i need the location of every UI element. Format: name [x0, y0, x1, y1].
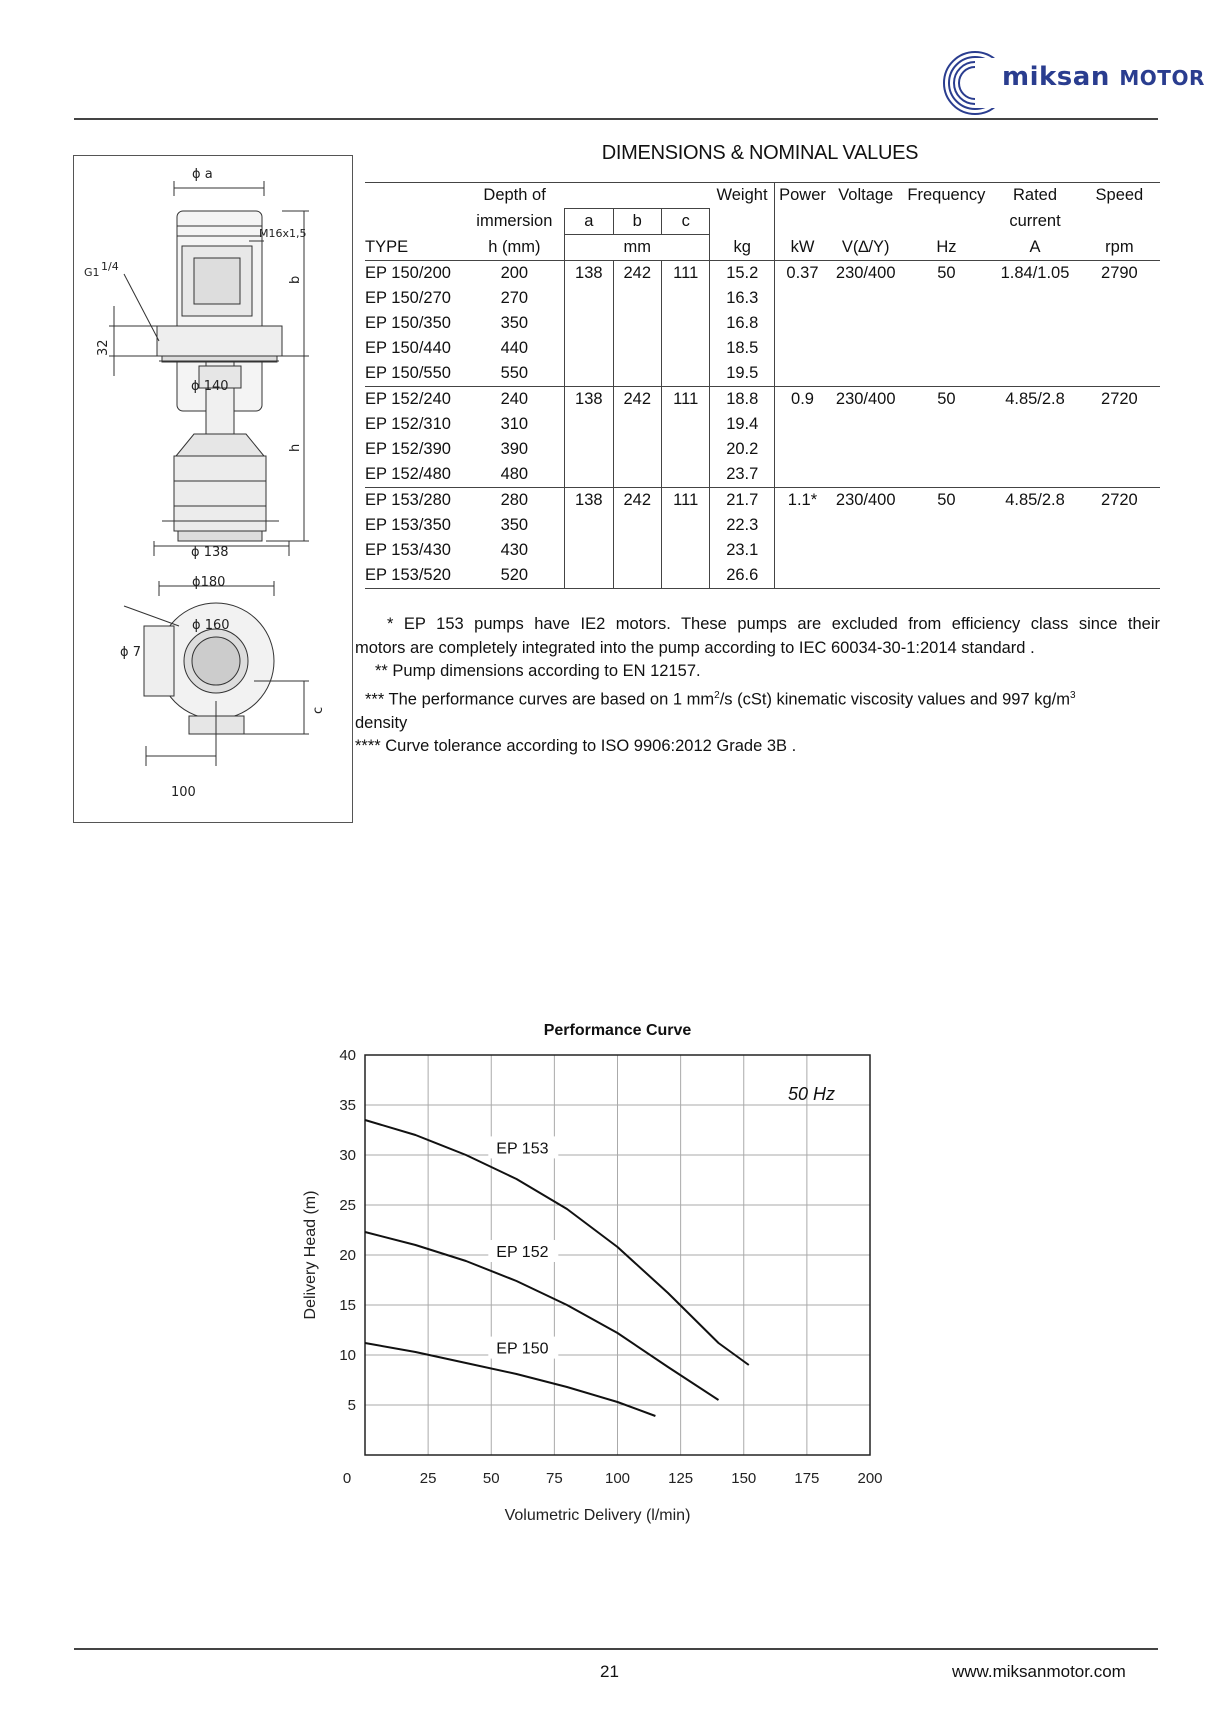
- dim-b: b: [288, 275, 303, 284]
- cell-h: 440: [500, 339, 529, 357]
- table-row: [365, 437, 1160, 462]
- cell-v: [830, 437, 902, 462]
- cell-v: 230/400: [830, 488, 902, 514]
- chart-title: Performance Curve: [543, 1022, 692, 1039]
- cell-p: 1.1*: [775, 488, 830, 514]
- cell-v: 230/400: [830, 387, 902, 413]
- dim-32: 32: [96, 339, 111, 356]
- cell-a: [565, 336, 613, 361]
- cell-b: [613, 361, 661, 387]
- cell-v: 230/400: [835, 264, 896, 282]
- cell-b: [613, 538, 661, 563]
- section-title: DIMENSIONS & NOMINAL VALUES: [601, 142, 919, 164]
- cell-b: 242: [613, 387, 661, 413]
- cell-h: 520: [465, 563, 565, 589]
- cell-s: 2720: [1079, 387, 1160, 413]
- note-3-b: /s (cSt) kinematic viscosity values and 997 kg/m: [719, 690, 1070, 708]
- header-v: V(∆/Y): [830, 235, 902, 261]
- cell-f: [902, 563, 992, 589]
- cell-type: EP 150/200: [365, 264, 451, 282]
- header-power: Power: [775, 183, 830, 209]
- cell-c: [662, 361, 710, 387]
- note-3: [355, 684, 1160, 712]
- y-axis-label: Delivery Head (m): [302, 1190, 319, 1320]
- cell-v: [830, 311, 902, 336]
- cell-h: 310: [500, 415, 529, 433]
- cell-a: [565, 311, 613, 336]
- brand-suffix: MOTOR: [1119, 66, 1205, 90]
- x-tick-label: 100: [604, 1470, 631, 1487]
- x-tick-label: 200: [857, 1470, 883, 1487]
- dim-phi7: ϕ 7: [120, 645, 141, 660]
- footnotes: [355, 613, 1160, 759]
- cell-r: [991, 311, 1079, 336]
- cell-a: [565, 437, 613, 462]
- cell-s: [1079, 286, 1160, 311]
- header-immersion: immersion: [476, 212, 553, 230]
- cell-f: [902, 336, 992, 361]
- cell-c: 111: [662, 488, 710, 514]
- cell-a: [565, 563, 613, 589]
- cell-p: 0.9: [775, 387, 830, 413]
- cell-w: 20.2: [726, 440, 759, 458]
- cell-f: 50: [902, 387, 992, 413]
- spec-table: [365, 182, 1160, 589]
- cell-a: 138: [565, 488, 613, 514]
- cell-w: 22.3: [726, 516, 759, 534]
- note-2: ** Pump dimensions according to EN 12157.: [375, 662, 701, 680]
- cell-type: EP 152/390: [365, 440, 451, 458]
- cell-f: [902, 538, 992, 563]
- cell-s: [1079, 336, 1160, 361]
- dim-c: c: [311, 706, 326, 714]
- cell-f: 50: [937, 264, 956, 282]
- dim-100: 100: [171, 785, 196, 800]
- cell-b: [613, 311, 661, 336]
- cell-w: 19.4: [726, 415, 759, 433]
- header-weight: Weight: [710, 183, 775, 209]
- cell-p: 0.37: [775, 261, 830, 287]
- cell-p: [775, 563, 830, 589]
- series-label: EP 153: [496, 1140, 549, 1158]
- x-tick-label: 50: [482, 1470, 500, 1487]
- cell-b: [613, 437, 661, 462]
- cell-s: [1079, 513, 1160, 538]
- series-label: EP 152: [496, 1244, 549, 1261]
- performance-chart-svg: [280, 1010, 900, 1630]
- y-tick-label: 40: [339, 1047, 356, 1064]
- cell-s: [1079, 311, 1160, 336]
- cell-r: [991, 412, 1079, 437]
- y-tick-label: 30: [339, 1147, 356, 1164]
- cell-w: 18.5: [726, 339, 759, 357]
- cell-c: [662, 437, 710, 462]
- cell-c: [662, 286, 710, 311]
- dim-phi160: ϕ 160: [192, 618, 230, 633]
- table-row: [365, 462, 1160, 488]
- cell-r: [991, 538, 1079, 563]
- cell-c: [662, 563, 710, 589]
- header-h-mm: h (mm): [465, 235, 565, 261]
- header-mm: mm: [613, 235, 661, 261]
- cell-s: [1079, 462, 1160, 488]
- cell-w: 23.1: [726, 541, 759, 559]
- cell-c: [662, 462, 710, 488]
- table-row: [365, 488, 1160, 514]
- header-voltage: Voltage: [830, 183, 902, 209]
- cell-s: [1079, 361, 1160, 387]
- cell-b: [613, 513, 661, 538]
- table-row: [365, 387, 1160, 413]
- table-row: [365, 563, 1160, 589]
- cell-v: [830, 538, 902, 563]
- cell-f: [902, 361, 992, 387]
- x-tick-label: 125: [668, 1470, 694, 1487]
- brand-name: miksan: [1002, 62, 1110, 92]
- table-header-row: [365, 209, 1160, 235]
- cell-h: 390: [500, 440, 529, 458]
- header-frequency: Frequency: [902, 183, 992, 209]
- cell-v: [830, 412, 902, 437]
- cell-w: 26.6: [710, 563, 775, 589]
- cell-w: 18.8: [710, 387, 775, 413]
- cell-a: [565, 286, 613, 311]
- dim-phi-a: ϕ a: [192, 167, 213, 182]
- cell-p: [775, 311, 830, 336]
- note-1-line-1: * EP 153 pumps have IE2 motors. These pumps are excluded from efficiency class since their: [387, 615, 1160, 633]
- y-tick-label: 10: [339, 1347, 356, 1364]
- header-current: current: [1009, 212, 1061, 230]
- dim-phi138: ϕ 138: [191, 545, 229, 560]
- cell-h: 200: [500, 264, 529, 282]
- technical-drawing: [73, 155, 353, 823]
- cell-h: 430: [500, 541, 529, 559]
- cell-r: [991, 336, 1079, 361]
- x-tick-label: 150: [731, 1470, 757, 1487]
- cell-h: 270: [500, 289, 529, 307]
- cell-p: [775, 412, 830, 437]
- cell-p: [775, 462, 830, 488]
- dim-h: h: [288, 443, 303, 452]
- cell-type: EP 152/310: [365, 415, 451, 433]
- cell-p: [775, 513, 830, 538]
- header-b: b: [613, 209, 661, 235]
- y-tick-label: 25: [339, 1197, 356, 1214]
- cell-type: EP 150/270: [365, 289, 451, 307]
- cell-r: 4.85/2.8: [991, 387, 1079, 413]
- header-c: c: [662, 209, 710, 235]
- cell-f: [902, 311, 992, 336]
- cell-p: [775, 437, 830, 462]
- cell-f: [902, 286, 992, 311]
- cell-s: [1079, 412, 1160, 437]
- header-speed: Speed: [1079, 183, 1160, 209]
- x-tick-label: 75: [546, 1470, 563, 1487]
- cell-type: EP 153/350: [365, 516, 451, 534]
- cell-f: 50: [902, 488, 992, 514]
- page-number: 21: [600, 1662, 619, 1681]
- cell-type: EP 153/520: [365, 563, 465, 589]
- header-hz: Hz: [902, 235, 992, 261]
- cell-r: [991, 563, 1079, 589]
- cell-f: [902, 513, 992, 538]
- table-row: [365, 261, 1160, 287]
- dim-g1: G1: [84, 266, 100, 279]
- cell-c: 111: [662, 261, 710, 287]
- cell-b: [613, 336, 661, 361]
- cell-v: [830, 361, 902, 387]
- cell-f: [902, 462, 992, 488]
- note-3-sup-1: 2: [714, 689, 720, 701]
- cell-b: 242: [613, 488, 661, 514]
- cell-w: 16.8: [726, 314, 759, 332]
- pump-drawing: [74, 156, 354, 824]
- performance-chart: [280, 1010, 900, 1630]
- note-3-cont: density: [355, 713, 408, 732]
- cell-r: [991, 462, 1079, 488]
- cell-c: 111: [662, 387, 710, 413]
- cell-s: [1079, 563, 1160, 589]
- table-row: [365, 513, 1160, 538]
- cell-s: [1079, 538, 1160, 563]
- cell-p: [775, 336, 830, 361]
- table-row: [365, 311, 1160, 336]
- cell-a: [565, 412, 613, 437]
- cell-r: [991, 437, 1079, 462]
- cell-v: [830, 563, 902, 589]
- cell-type: EP 152/480: [365, 465, 451, 483]
- website-url: www.miksanmotor.com: [952, 1662, 1126, 1681]
- cell-p: [775, 286, 830, 311]
- note-4: **** Curve tolerance according to ISO 9906:2012 Grade 3B .: [355, 737, 797, 755]
- dim-phi180: ϕ180: [192, 575, 226, 590]
- cell-r: 4.85/2.8: [991, 488, 1079, 514]
- cell-h: 240: [465, 387, 565, 413]
- series-label: EP 150: [496, 1340, 549, 1358]
- cell-type: EP 153/280: [365, 488, 465, 514]
- cell-h: 350: [500, 314, 529, 332]
- cell-c: [662, 311, 710, 336]
- dim-m16: M16x1,5: [259, 227, 307, 240]
- cell-v: [830, 286, 902, 311]
- cell-w: 16.3: [726, 289, 759, 307]
- x-tick-label: 25: [419, 1470, 437, 1487]
- table-body: [365, 261, 1160, 589]
- header-kw: kW: [775, 235, 830, 261]
- note-3-a: *** The performance curves are based on 1 mm: [365, 690, 715, 708]
- note-3-sup-2: 3: [1069, 689, 1076, 701]
- cell-b: [613, 286, 661, 311]
- y-tick-label: 20: [339, 1247, 356, 1264]
- cell-a: [565, 513, 613, 538]
- y-tick-label: 35: [339, 1097, 356, 1114]
- cell-a: [565, 462, 613, 488]
- cell-c: [662, 538, 710, 563]
- header-rule: [74, 118, 1158, 120]
- cell-b: 242: [613, 261, 661, 287]
- cell-v: [830, 513, 902, 538]
- cell-a: 138: [565, 387, 613, 413]
- cell-p: [775, 538, 830, 563]
- frequency-annotation: 50 Hz: [787, 1084, 835, 1104]
- y-tick-label: 15: [339, 1297, 356, 1314]
- cell-type: EP 152/240: [365, 387, 465, 413]
- cell-w: 23.7: [726, 465, 759, 483]
- table-row: [365, 538, 1160, 563]
- cell-c: [662, 412, 710, 437]
- cell-s: 2790: [1101, 264, 1138, 282]
- table-row: [365, 412, 1160, 437]
- table-row: [365, 361, 1160, 387]
- cell-v: [830, 336, 902, 361]
- cell-r: [991, 513, 1079, 538]
- y-tick-label: 5: [347, 1397, 356, 1414]
- header-amp: A: [991, 235, 1079, 261]
- cell-r: [991, 286, 1079, 311]
- cell-w: 15.2: [726, 264, 759, 282]
- cell-h: 280: [465, 488, 565, 514]
- cell-h: 350: [500, 516, 529, 534]
- company-logo: [940, 48, 1205, 118]
- cell-s: [1079, 437, 1160, 462]
- cell-type: EP 153/430: [365, 541, 451, 559]
- dim-g1-frac: 1/4: [101, 260, 119, 273]
- header-a: a: [565, 209, 613, 235]
- cell-h: 550: [500, 364, 529, 382]
- cell-a: [565, 538, 613, 563]
- cell-type: EP 150/440: [365, 339, 451, 357]
- cell-w: 19.5: [726, 364, 759, 382]
- note-1-line-2: motors are completely integrated into the pump according to IEC 60034-30-1:2014 standard .: [355, 638, 1035, 657]
- cell-b: [613, 412, 661, 437]
- cell-type: EP 150/550: [365, 364, 451, 382]
- footer-rule: [74, 1648, 1158, 1650]
- header-depth: Depth of: [465, 183, 565, 209]
- cell-h: 480: [500, 465, 529, 483]
- cell-b: [613, 563, 661, 589]
- logo-rings-icon: [940, 48, 1010, 118]
- cell-r: 1.84/1.05: [1000, 264, 1070, 282]
- cell-a: 138: [565, 261, 613, 287]
- cell-c: [662, 513, 710, 538]
- cell-a: [565, 361, 613, 387]
- header-type: TYPE: [365, 235, 465, 261]
- cell-f: [902, 412, 992, 437]
- header-rpm: rpm: [1079, 235, 1160, 261]
- cell-f: [902, 437, 992, 462]
- header-kg: kg: [710, 235, 775, 261]
- dim-phi140: ϕ 140: [191, 379, 229, 394]
- table-header-row: [365, 235, 1160, 261]
- table-header-row: [365, 183, 1160, 209]
- table-row: [365, 336, 1160, 361]
- cell-r: [991, 361, 1079, 387]
- x-tick-label: 175: [794, 1470, 820, 1487]
- cell-type: EP 150/350: [365, 314, 451, 332]
- cell-c: [662, 336, 710, 361]
- cell-s: 2720: [1079, 488, 1160, 514]
- header-rated: Rated: [991, 183, 1079, 209]
- x-tick-label: 0: [342, 1470, 352, 1487]
- table-row: [365, 286, 1160, 311]
- cell-v: [830, 462, 902, 488]
- x-axis-label: Volumetric Delivery (l/min): [504, 1507, 691, 1524]
- cell-w: 21.7: [710, 488, 775, 514]
- cell-p: [775, 361, 830, 387]
- cell-b: [613, 462, 661, 488]
